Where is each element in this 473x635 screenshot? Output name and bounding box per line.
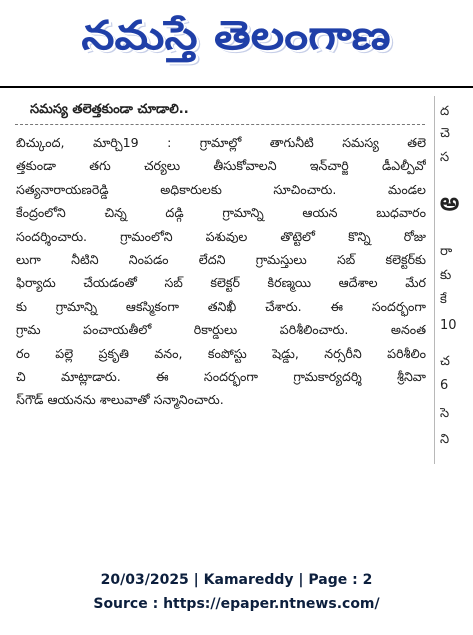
- article-body: [16, 131, 426, 412]
- article-line: లుగా నీటిని నింపడం లేదని గ్రామస్తులు సబ్ కలెక్టర్‌కు: [16, 251, 426, 267]
- article-line: కేంద్రంలోని చిన్న దడ్గి గ్రామాన్ని ఆయన బుధవారం: [16, 205, 426, 221]
- article-line: చి మాట్లాడారు. ఈ సందర్భంగా గ్రామకార్యదర్శి శ్రీనివా: [16, 368, 426, 384]
- adjacent-column-text: చె: [440, 126, 450, 141]
- article-line: సందర్శించారు. గ్రామంలోని పశువుల తొట్టెలో కొన్ని రోజు: [16, 228, 426, 244]
- adjacent-column-text: 10: [440, 318, 457, 333]
- adjacent-column-text: 6: [440, 378, 449, 393]
- footer-source-line: Source : https://epaper.ntnews.com/: [93, 596, 380, 612]
- adjacent-column-text: చ: [440, 354, 450, 369]
- article-line: రం పల్లె ప్రకృతి వనం, కంపోస్టు షెడ్డు, నర్సరీని పరిశీలిం: [16, 345, 426, 361]
- article-line: బిచ్కుంద, మార్చి19 : గ్రామాల్లో తాగునీటి సమస్య తలె: [16, 135, 426, 150]
- adjacent-column-text: సె: [440, 406, 450, 421]
- masthead: [0, 0, 473, 82]
- adjacent-column-text: రా: [440, 244, 453, 259]
- masthead-rule: [0, 86, 473, 88]
- adjacent-column-text: కు: [440, 268, 452, 283]
- article-headline: సమస్య తలెత్తకుండా చూడాలి..: [30, 102, 189, 117]
- adjacent-column-text: స: [440, 150, 450, 165]
- headline-divider: [15, 124, 425, 125]
- newspaper-logo: నమస్తే తెలంగాణ: [81, 13, 392, 59]
- adjacent-column-text: అ: [440, 188, 460, 216]
- adjacent-column-text: కే: [440, 292, 447, 307]
- article-line: త్తకుండా తగు చర్యలు తీసుకోవాలని ఇన్‌చార్జి డీఎల్పీవో: [16, 158, 426, 174]
- article-line: స్‌గౌడ్ ఆయనను శాలువాతో సన్మానించారు.: [16, 392, 224, 408]
- article-line: సత్యనారాయణరెడ్డి అధికారులకు సూచించారు. మండల: [16, 181, 426, 197]
- footer-date-line: 20/03/2025 | Kamareddy | Page : 2: [100, 572, 373, 588]
- column-divider: [434, 96, 435, 464]
- adjacent-column-text: ని: [440, 432, 450, 447]
- adjacent-column-text: ద: [440, 104, 450, 119]
- adjacent-column-fragment: [440, 96, 473, 466]
- article-line: కు గ్రామాన్ని ఆకస్మికంగా తనిఖీ చేశారు. ఈ సందర్భంగా: [16, 298, 426, 314]
- article-line: గ్రామ పంచాయతీలో రికార్డులు పరిశీలించారు. అనంత: [16, 322, 426, 338]
- article-line: ఫిర్యాదు చేయడంతో సబ్ కలెక్టర్ కిరణ్మయి ఆదేశాల మేర: [16, 275, 426, 291]
